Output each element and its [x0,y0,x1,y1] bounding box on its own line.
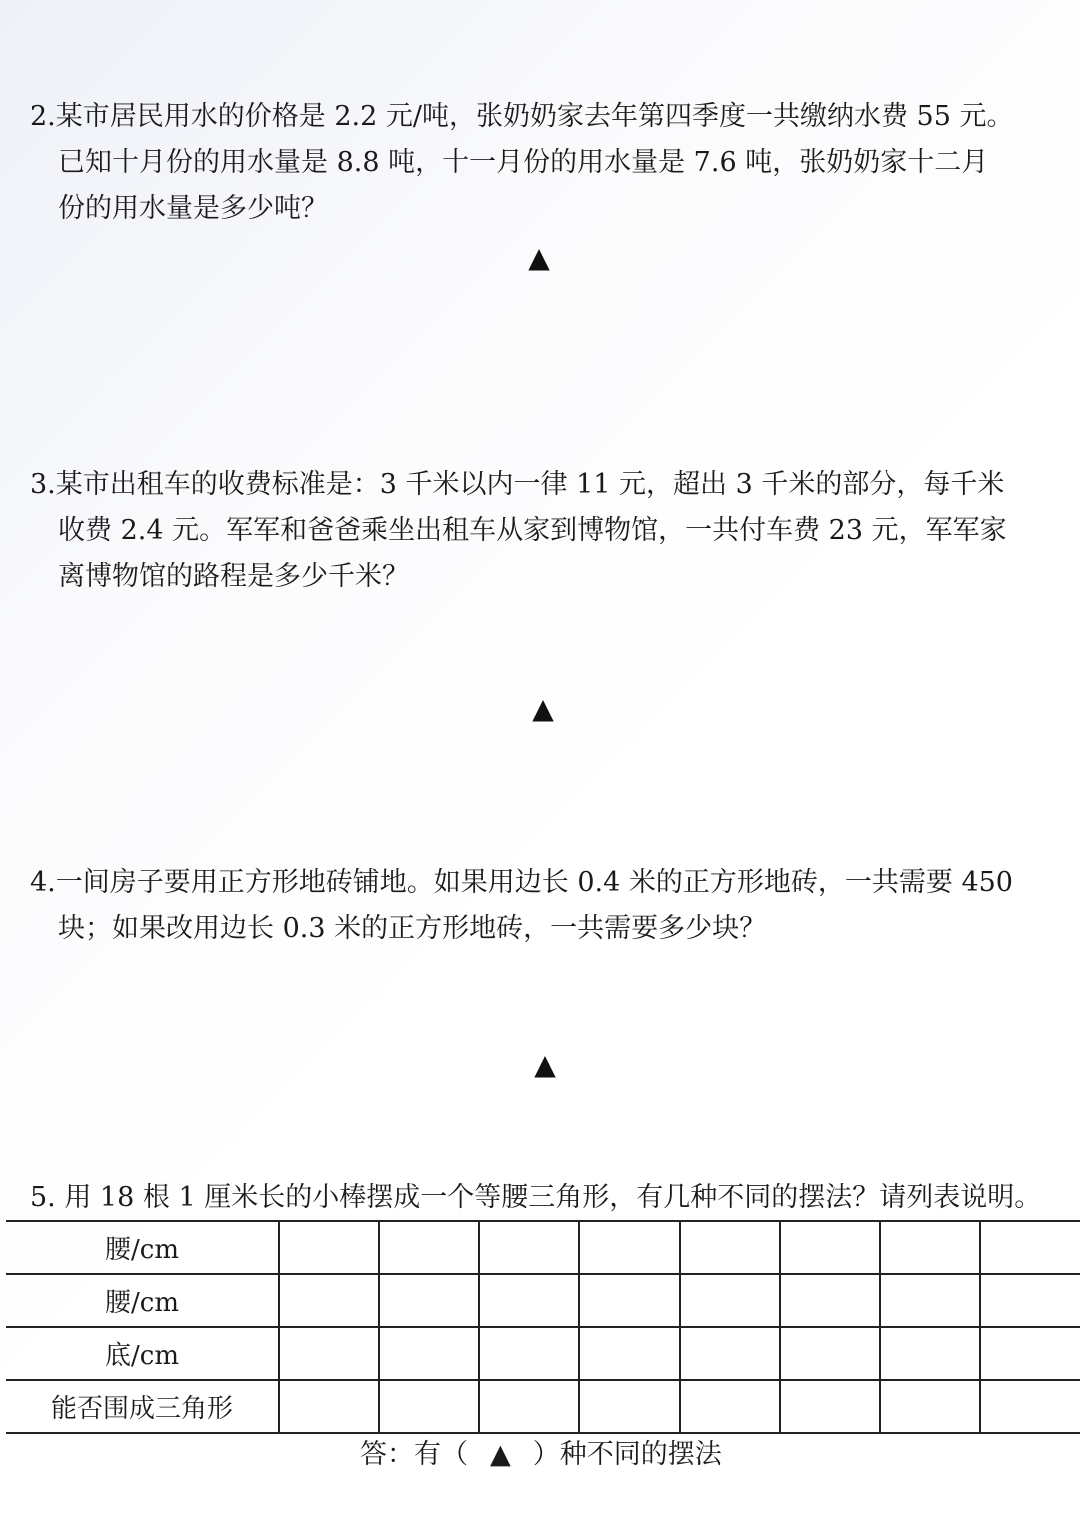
table-cell[interactable] [680,1274,780,1327]
question-5-answer-line [360,1435,722,1475]
table-cell[interactable] [980,1274,1080,1327]
table-row [6,1221,1080,1274]
table-cell[interactable] [279,1327,379,1380]
table-cell[interactable] [780,1380,880,1433]
table-cell[interactable] [579,1221,679,1274]
question-text: 某市出租车的收费标准是：3 千米以内一律 11 元，超出 3 千米的部分，每千米 [55,469,1005,500]
table-cell[interactable] [279,1274,379,1327]
answer-suffix: ）种不同的摆法 [532,1439,722,1470]
question-4 [30,860,1070,952]
question-text: 一间房子要用正方形地砖铺地。如果用边长 0.4 米的正方形地砖，一共需要 450 [55,867,1013,898]
question-text: 某市居民用水的价格是 2.2 元/吨，张奶奶家去年第四季度一共缴纳水费 55 元。 [55,101,1014,132]
table-cell[interactable] [880,1221,980,1274]
table-cell[interactable] [479,1274,579,1327]
table-cell[interactable] [279,1380,379,1433]
table-cell[interactable] [980,1221,1080,1274]
question-number: 4. [30,867,56,898]
answer-triangle-icon: ▲ [528,241,550,274]
table-cell[interactable] [479,1327,579,1380]
question-number: 3. [30,469,56,500]
table-cell[interactable] [880,1327,980,1380]
question-2-line-2: 已知十月份的用水量是 8.8 吨，十一月份的用水量是 7.6 吨，张奶奶家十二月 [58,147,989,178]
table-cell[interactable] [479,1221,579,1274]
table-cell[interactable] [680,1380,780,1433]
table-cell[interactable] [279,1221,379,1274]
table-cell[interactable] [579,1327,679,1380]
question-5-title: 5. 用 18 根 1 厘米长的小棒摆成一个等腰三角形，有几种不同的摆法？请列表说明。 [30,1182,1042,1213]
table-cell[interactable] [880,1274,980,1327]
table-cell[interactable] [579,1380,679,1433]
answer-triangle-icon: ▲ [532,692,554,725]
question-2-line-3: 份的用水量是多少吨？ [58,193,328,224]
table-cell[interactable] [379,1380,479,1433]
table-row [6,1274,1080,1327]
question-3 [30,462,1070,600]
isosceles-triangle-table [6,1220,1080,1434]
table-cell[interactable] [680,1327,780,1380]
question-3-line-2: 收费 2.4 元。军军和爸爸乘坐出租车从家到博物馆，一共付车费 23 元，军军家 [58,515,1007,546]
question-3-first-line [30,462,1070,508]
table-cell[interactable] [379,1274,479,1327]
table-cell[interactable] [780,1327,880,1380]
table-cell[interactable] [780,1221,880,1274]
table-cell[interactable] [579,1274,679,1327]
row-label-leg: 腰/cm [6,1274,279,1327]
table-cell[interactable] [379,1327,479,1380]
question-2 [30,94,1070,232]
question-3-line-3: 离博物馆的路程是多少千米？ [58,561,409,592]
question-4-line-2: 块；如果改用边长 0.3 米的正方形地砖，一共需要多少块？ [58,913,767,944]
answer-prefix: 答：有（ [360,1439,468,1470]
row-label-base: 底/cm [6,1327,279,1380]
table-cell[interactable] [379,1221,479,1274]
table-cell[interactable] [680,1221,780,1274]
table-cell[interactable] [980,1380,1080,1433]
table-row [6,1380,1080,1433]
table-cell[interactable] [980,1327,1080,1380]
table-row [6,1327,1080,1380]
answer-triangle-icon: ▲ [490,1439,511,1470]
table-cell[interactable] [479,1380,579,1433]
row-label-leg: 腰/cm [6,1221,279,1274]
question-number: 2. [30,101,56,132]
row-label-can-form-triangle: 能否围成三角形 [6,1380,279,1433]
table-cell[interactable] [780,1274,880,1327]
table-cell[interactable] [880,1380,980,1433]
question-2-first-line [30,94,1070,140]
question-4-first-line [30,860,1070,906]
answer-triangle-icon: ▲ [534,1048,556,1081]
